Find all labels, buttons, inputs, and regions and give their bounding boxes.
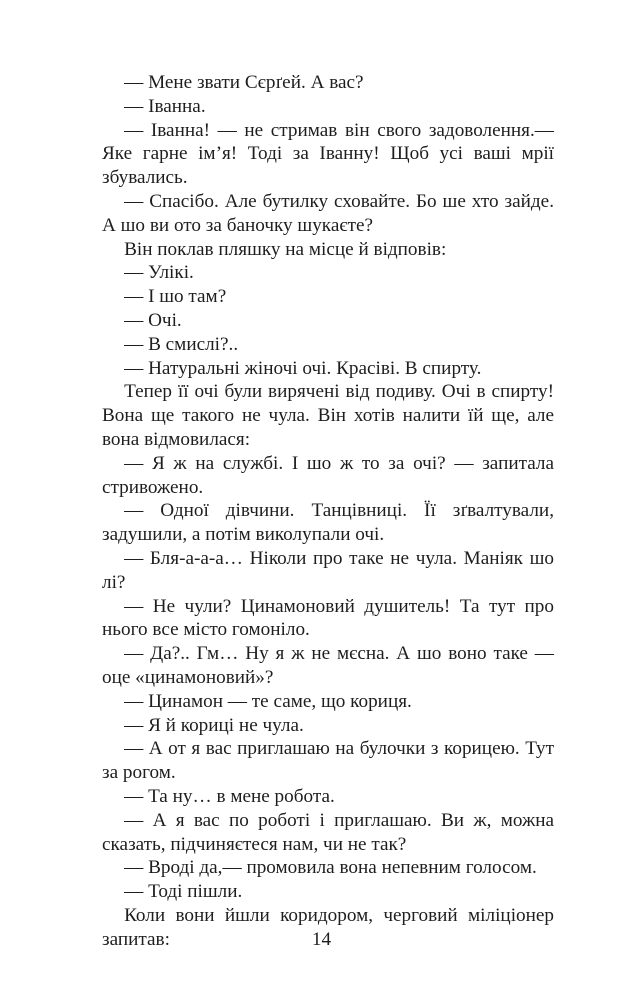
page-number: 14	[311, 929, 332, 950]
paragraph: — Очі.	[124, 309, 182, 331]
paragraph: — Та ну… в мене робота.	[124, 785, 335, 807]
paragraph: — Мене звати Сєрґей. А вас?	[124, 72, 364, 93]
paragraph: — Я й кориці не чула.	[124, 714, 304, 736]
paragraph: — І шо там?	[124, 286, 227, 308]
paragraph: — Да?.. Гм… Ну я ж не мєсна. А шо воно таке — оце «цинамоновий»?	[102, 643, 554, 688]
paragraph: — Бля-а-а-а… Ніколи про таке не чула. Маніяк шо лі?	[102, 547, 554, 593]
paragraph: — Одної дівчини. Танцівниці. Її зґвалтували, задушили, а потім виколупали очі.	[102, 500, 554, 546]
paragraph: — Цинамон — те саме, що кориця.	[124, 690, 412, 712]
paragraph: Тепер її очі були вирячені від подиву. Очі в спирту! Вона ще такого не чула. Він хотів налити їй ще, але вона відмовилася:	[102, 381, 554, 450]
paragraph: — Натуральні жіночі очі. Красіві. В спирту.	[124, 357, 482, 379]
paragraph: — Вроді да,— промовила вона непевним голосом.	[124, 857, 537, 879]
paragraph: — А от я вас приглашаю на булочки з корицею. Тут за рогом.	[102, 738, 554, 784]
paragraph: — Не чули? Цинамоновий душитель! Та тут про нього все місто гомоніло.	[102, 595, 554, 641]
paragraph: — Я ж на службі. І шо ж то за очі? — запитала стривожено.	[102, 452, 554, 498]
paragraph: — Іванна! — не стримав він свого задоволення.— Яке гарне ім’я! Тоді за Іванну! Щоб усі ваші мрії збувались.	[102, 119, 554, 189]
paragraph: — Спасібо. Але бутилку сховайте. Бо ше хто зайде. А шо ви ото за баночку шукаєте?	[102, 190, 554, 236]
body-text	[102, 71, 554, 951]
paragraph: Коли вони йшли коридором, черговий міліціонер запитав:	[102, 904, 554, 950]
paragraph: Він поклав пляшку на місце й відповів:	[124, 238, 447, 260]
paragraph: — Іванна.	[124, 95, 206, 117]
paragraph: — А я вас по роботі і приглашаю. Ви ж, можна сказать, підчиняєтеся нам, чи не так?	[102, 809, 554, 855]
paragraph: — Тоді пішли.	[124, 881, 243, 903]
paragraph: — Улікі.	[124, 262, 194, 284]
paragraph: — В смислі?..	[124, 333, 239, 355]
